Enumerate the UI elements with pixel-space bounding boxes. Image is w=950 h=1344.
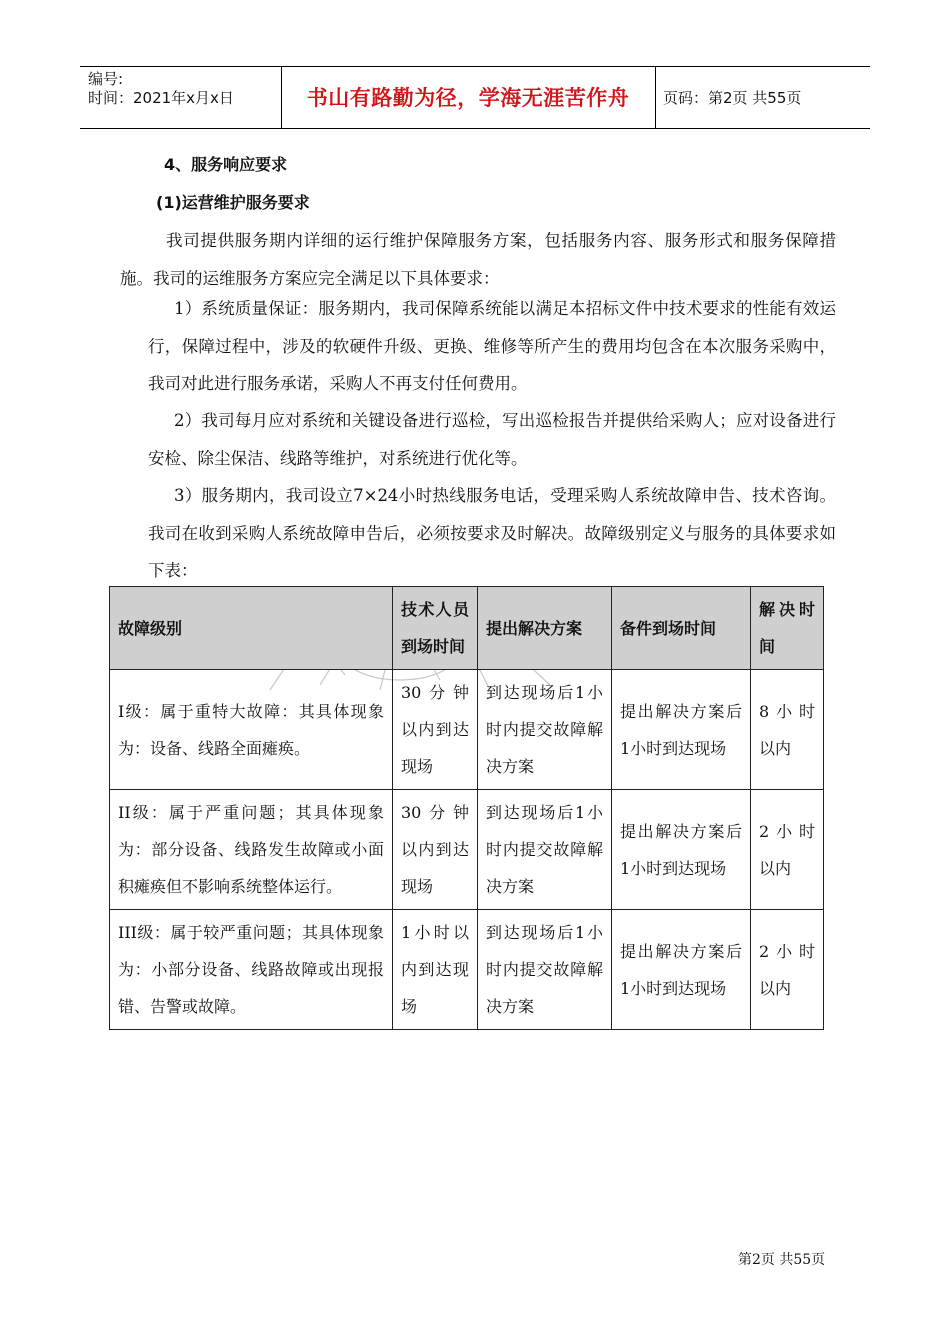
table-cell: III级：属于较严重问题；其具体现象为：小部分设备、线路故障或出现报错、告警或故障。: [110, 910, 393, 1030]
table-cell: 1小时以内到达现场: [393, 910, 478, 1030]
table-cell: 30分钟以内到达现场: [393, 790, 478, 910]
header-page-number: 页码：第2页 共55页: [663, 88, 802, 107]
header-meta: [88, 70, 234, 108]
table-header-cell: 技术人员到场时间: [393, 587, 478, 670]
table-cell: 到达现场后1小时内提交故障解决方案: [478, 910, 612, 1030]
table-cell: 提出解决方案后1小时到达现场: [612, 910, 751, 1030]
table-cell: 到达现场后1小时内提交故障解决方案: [478, 670, 612, 790]
table-cell: 2小时以内: [751, 910, 824, 1030]
document-number-label: 编号:: [88, 70, 124, 88]
table-row: [110, 670, 824, 790]
table-row: [110, 910, 824, 1030]
table-header-cell: 故障级别: [110, 587, 393, 670]
table-header-cell: 提出解决方案: [478, 587, 612, 670]
table-cell: 2小时以内: [751, 790, 824, 910]
requirement-item: 2）我司每月应对系统和关键设备进行巡检，写出巡检报告并提供给采购人；应对设备进行安检、除尘保洁、线路等维护，对系统进行优化等。: [148, 411, 836, 468]
header-divider: [655, 66, 656, 128]
document-date-label: 时间：2021年x月x日: [88, 89, 234, 107]
table-cell: I级：属于重特大故障：其具体现象为：设备、线路全面瘫痪。: [110, 670, 393, 790]
table-cell: 到达现场后1小时内提交故障解决方案: [478, 790, 612, 910]
intro-paragraph: 我司提供服务期内详细的运行维护保障服务方案，包括服务内容、服务形式和服务保障措施。我司的运维服务方案应完全满足以下具体要求：: [120, 231, 836, 288]
fault-level-table: [109, 586, 824, 1030]
table-cell: 8小时以内: [751, 670, 824, 790]
table-header-cell: 备件到场时间: [612, 587, 751, 670]
table-cell: 提出解决方案后1小时到达现场: [612, 670, 751, 790]
table-header-cell: 解决时间: [751, 587, 824, 670]
section-title: 4、服务响应要求: [164, 155, 288, 174]
table-header-row: [110, 587, 824, 670]
subsection-title: (1)运营维护服务要求: [156, 193, 310, 212]
footer-page-number: 第2页 共55页: [738, 1252, 826, 1268]
table-row: [110, 790, 824, 910]
header-bottom-rule: [80, 128, 870, 129]
requirement-item: 1）系统质量保证：服务期内，我司保障系统能以满足本招标文件中技术要求的性能有效运行，保障过程中，涉及的软硬件升级、更换、维修等所产生的费用均包含在本次服务采购中，我司对此进行服务承诺，采购人不再支付任何费用。: [148, 299, 836, 393]
header-motto: 书山有路勤为径，学海无涯苦作舟: [306, 86, 630, 110]
table-cell: II级：属于严重问题；其具体现象为：部分设备、线路发生故障或小面积瘫痪但不影响系统整体运行。: [110, 790, 393, 910]
table-cell: 30分钟以内到达现场: [393, 670, 478, 790]
requirement-item: 3）服务期内，我司设立7×24小时热线服务电话，受理采购人系统故障申告、技术咨询。我司在收到采购人系统故障申告后，必须按要求及时解决。故障级别定义与服务的具体要求如下表：: [148, 486, 836, 580]
table-cell: 提出解决方案后1小时到达现场: [612, 790, 751, 910]
